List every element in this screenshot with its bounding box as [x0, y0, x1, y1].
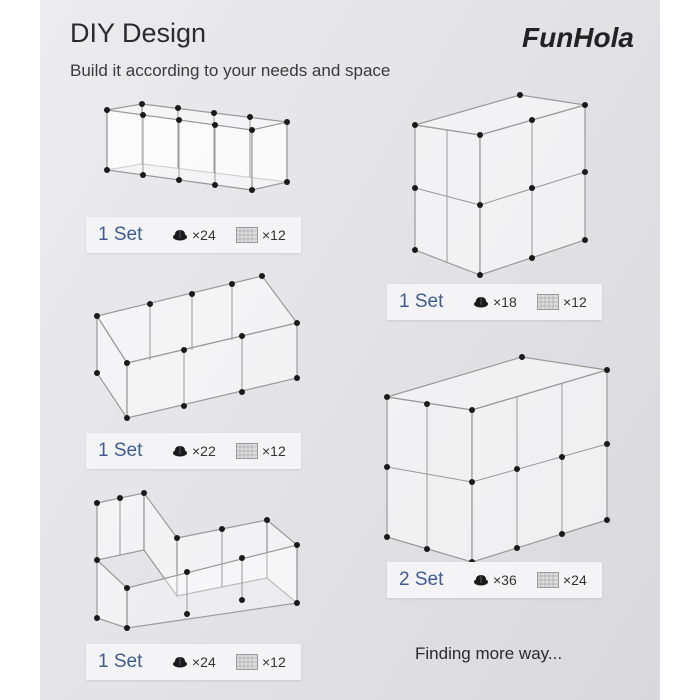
- connector-icon: [172, 656, 188, 668]
- config-badge-2: [387, 284, 602, 320]
- connector-icon: [473, 296, 489, 308]
- grid-panel-icon: [236, 654, 258, 670]
- panel-count: ×12: [262, 443, 286, 459]
- product-infographic: [40, 0, 660, 700]
- panel-count: ×12: [262, 654, 286, 670]
- set-count-label: 1 Set: [399, 291, 444, 312]
- connector-count: ×24: [192, 654, 216, 670]
- panel-count: ×24: [563, 572, 587, 588]
- page-title: DIY Design: [70, 18, 207, 48]
- grid-panel-icon: [236, 227, 258, 243]
- pen-illustration-divided: [92, 268, 302, 428]
- pen-illustration-large-two-story: [382, 352, 612, 567]
- grid-panel-icon: [537, 294, 559, 310]
- set-count-label: 1 Set: [98, 440, 143, 461]
- pen-illustration-l-shape: [92, 488, 307, 633]
- set-count-label: 1 Set: [98, 224, 143, 245]
- brand-logo: FunHola: [522, 22, 634, 53]
- grid-panel-icon: [537, 572, 559, 588]
- set-count-label: 1 Set: [98, 651, 143, 672]
- config-badge-5: [86, 644, 301, 680]
- panel-count: ×12: [563, 294, 587, 310]
- panel-count: ×12: [262, 227, 286, 243]
- config-badge-1: [86, 217, 301, 253]
- connector-icon: [172, 445, 188, 457]
- set-count-label: 2 Set: [399, 569, 444, 590]
- grid-panel-icon: [236, 443, 258, 459]
- connector-count: ×36: [493, 572, 517, 588]
- connector-count: ×18: [493, 294, 517, 310]
- connector-icon: [172, 229, 188, 241]
- connector-icon: [473, 574, 489, 586]
- connector-count: ×22: [192, 443, 216, 459]
- config-badge-4: [387, 562, 602, 598]
- pen-illustration-two-story: [410, 90, 600, 290]
- more-ways-text: Finding more way...: [415, 644, 563, 663]
- connector-count: ×24: [192, 227, 216, 243]
- page-subtitle: Build it according to your needs and space: [70, 61, 391, 80]
- pen-illustration-rectangle: [102, 90, 302, 220]
- config-badge-3: [86, 433, 301, 469]
